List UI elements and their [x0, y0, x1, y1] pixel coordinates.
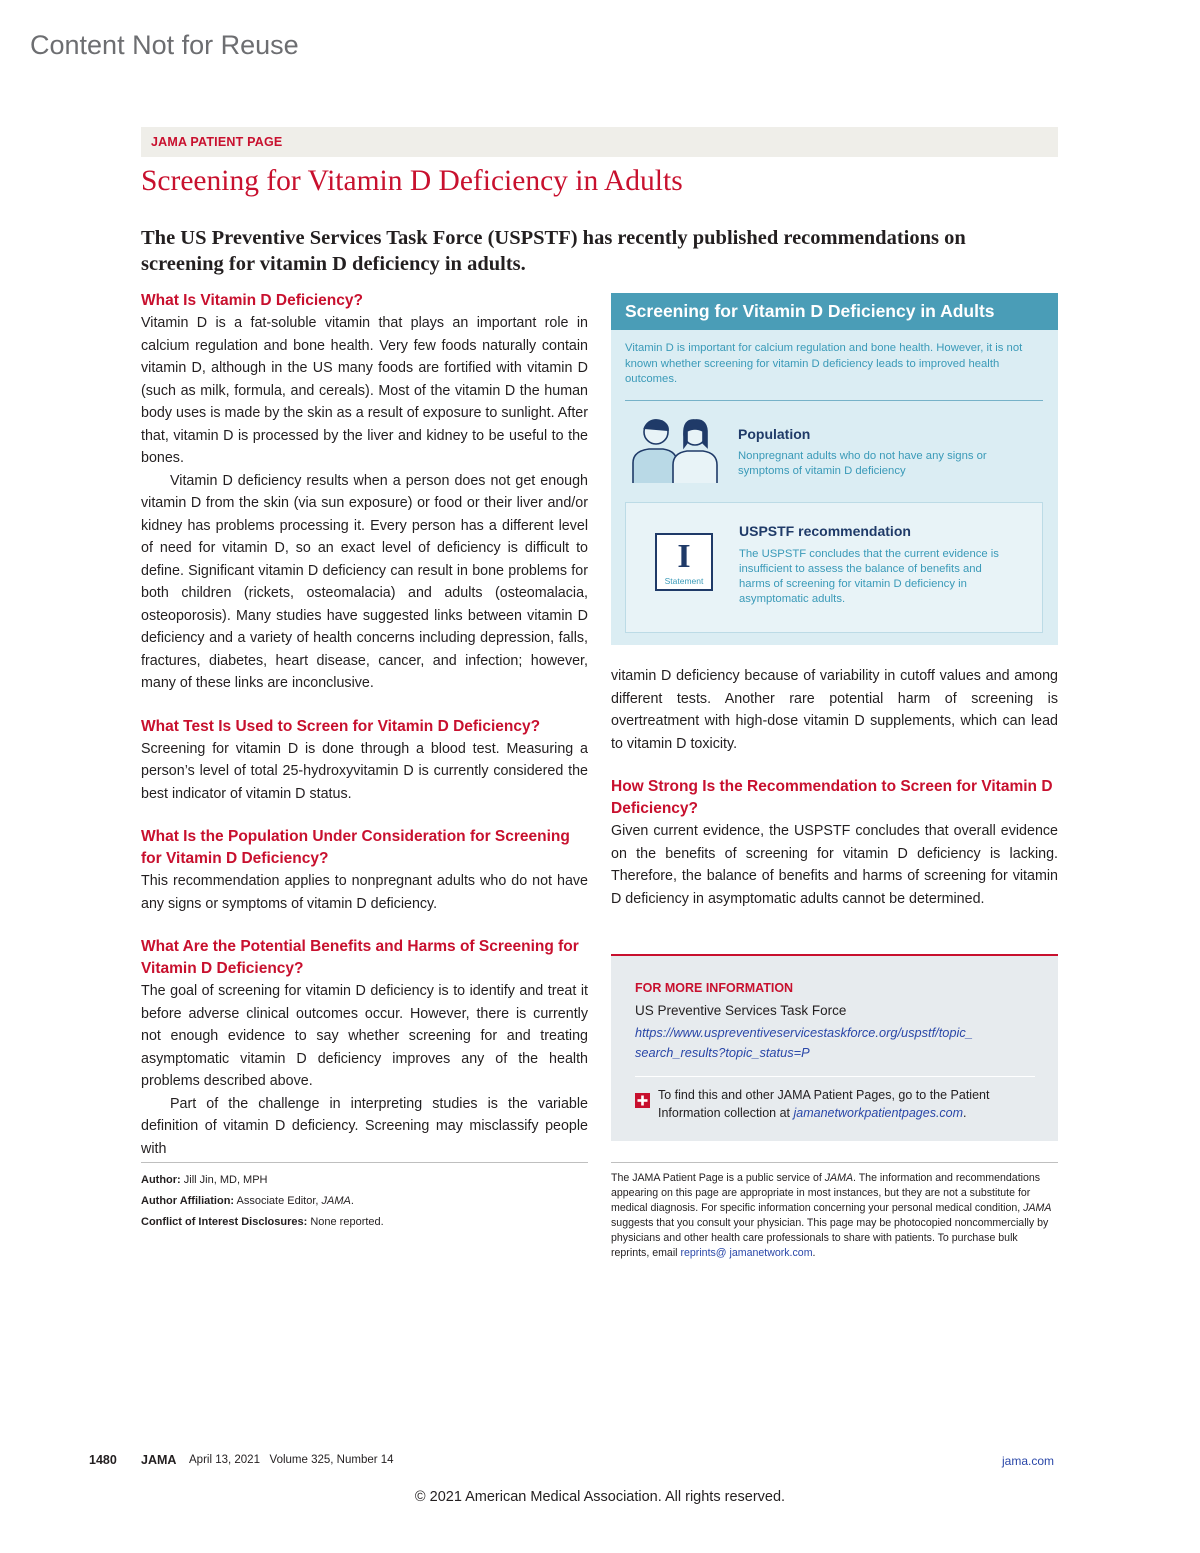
section-kicker: JAMA PATIENT PAGE: [151, 135, 283, 149]
section-what-is: [141, 290, 588, 695]
body-paragraph: Screening for vitamin D is done through a blood test. Measuring a person’s level of total 25-hydroxyvitamin D is currently considered the best indicator of vitamin D status.: [141, 740, 588, 802]
sidebar-title: Screening for Vitamin D Deficiency in Adults: [625, 301, 995, 321]
more-info-kicker: FOR MORE INFORMATION: [635, 981, 794, 995]
grade-label: Statement: [664, 576, 704, 586]
affiliation-text: Associate Editor,: [236, 1195, 322, 1207]
divider: [611, 1162, 1058, 1163]
site-link[interactable]: jama.com: [1002, 1454, 1055, 1468]
coi-label: Conflict of Interest Disclosures:: [141, 1216, 308, 1228]
affiliation-journal: JAMA: [321, 1195, 351, 1207]
page-title: Screening for Vitamin D Deficiency in Adults: [141, 165, 683, 197]
section-heading: How Strong Is the Recommendation to Screen for Vitamin D Deficiency?: [611, 778, 1053, 817]
plus-icon: [635, 1093, 650, 1108]
affiliation-line: [141, 1191, 384, 1212]
uspstf-link[interactable]: [635, 1023, 1015, 1063]
left-column: [141, 290, 588, 1181]
summary-sidebar: [611, 293, 1058, 645]
recommendation-box: [625, 502, 1043, 633]
author-name: Jill Jin, MD, MPH: [183, 1174, 268, 1186]
disclaimer-journal: JAMA: [824, 1172, 854, 1184]
disclaimer-period: .: [812, 1247, 816, 1259]
page-number: 1480: [89, 1453, 117, 1467]
population-body: Nonpregnant adults who do not have any signs or symptoms of vitamin D deficiency: [738, 450, 987, 477]
deck-summary: The US Preventive Services Task Force (USPSTF) has recently published recommendations on screening for vitamin D deficiency in adults.: [141, 227, 966, 275]
disclaimer-text: suggests that you consult your physician. This page may be photocopied noncommercially by physicians and other health care professionals to share with patients. To purchase bulk reprints, email: [611, 1217, 1049, 1259]
population-icon: [629, 413, 721, 485]
body-paragraph: The goal of screening for vitamin D deficiency is to identify and treat it before adverse clinical outcomes occur. However, there is currently not enough evidence to say whether screening for and treating asymptomatic vitamin D deficiency improves any of the health problems described above.: [141, 983, 588, 1089]
more-info-org: US Preventive Services Task Force: [635, 1003, 847, 1018]
affiliation-label: Author Affiliation:: [141, 1195, 235, 1207]
section-heading: What Are the Potential Benefits and Harms of Screening for Vitamin D Deficiency?: [141, 938, 579, 977]
note-period: .: [963, 1105, 967, 1120]
affiliation-period: .: [350, 1195, 354, 1207]
patient-pages-note: [658, 1087, 1018, 1122]
author-label: Author:: [141, 1174, 181, 1186]
section-heading: What Is the Population Under Consideration for Screening for Vitamin D Deficiency?: [141, 828, 570, 867]
coi-text: None reported.: [310, 1216, 384, 1228]
patient-pages-link[interactable]: jamanetworkpatientpages.com: [793, 1105, 964, 1120]
body-paragraph: Part of the challenge in interpreting studies is the variable definition of vitamin D deficiency. Screening may misclassify people with: [141, 1095, 588, 1157]
divider: [141, 1162, 588, 1163]
article-credits: [141, 1170, 384, 1233]
body-paragraph: vitamin D deficiency because of variability in cutoff values and among different tests. Another rare potential harm of screening is overtreatment with high-dose vitamin D supplements, which can lead to vitamin D toxicity.: [611, 668, 1058, 752]
author-line: [141, 1170, 384, 1191]
note-text: To find this and other JAMA Patient Pages, go to the Patient Information collection at: [658, 1088, 990, 1120]
copyright: © 2021 American Medical Association. All rights reserved.: [414, 1489, 786, 1505]
watermark: Content Not for Reuse: [30, 30, 299, 60]
section-test: [141, 716, 588, 806]
section-benefits-harms: [141, 936, 588, 1160]
uspstf-link-line2[interactable]: search_results?topic_status=P: [635, 1045, 810, 1060]
i-statement-icon: [655, 533, 713, 591]
disclaimer-text: The JAMA Patient Page is a public service of: [611, 1172, 825, 1184]
sidebar-header: [611, 293, 1058, 330]
population-title: Population: [738, 426, 811, 442]
disclaimer-text: . The information and recommendations appearing on this page are appropriate in most instances, but they are not a substitute for medical diagnosis. For specific information concerning your personal medical condition,: [611, 1172, 1041, 1214]
disclaimer: [611, 1171, 1058, 1261]
right-column: [611, 665, 1058, 910]
recommendation-body: The USPSTF concludes that the current evidence is insufficient to assess the balance of benefits and harms of screening for vitamin D deficiency in asymptomatic adults.: [739, 548, 999, 605]
sidebar-intro: Vitamin D is important for calcium regulation and bone health. However, it is not known whether screening for vitamin D deficiency leads to improved health outcomes.: [625, 342, 1023, 385]
section-heading: What Is Vitamin D Deficiency?: [141, 292, 363, 309]
disclaimer-journal: JAMA: [1023, 1202, 1052, 1214]
section-population: [141, 826, 588, 915]
body-paragraph: This recommendation applies to nonpregnant adults who do not have any signs or symptoms of vitamin D deficiency.: [141, 873, 588, 912]
grade-letter: I: [677, 538, 691, 575]
section-heading: What Test Is Used to Screen for Vitamin D Deficiency?: [141, 717, 541, 735]
divider: [625, 400, 1043, 401]
body-paragraph: Vitamin D is a fat-soluble vitamin that plays an important role in calcium regulation and bone health. Very few foods naturally contain vitamin D, although in the US many foods are fortified with vitamin D (such as milk, formula, and cereals). Most of the vitamin D the human body uses is made by the skin as a result of exposure to sunlight. After that, vitamin D is processed by the liver and kidney to be useful to the bones.: [141, 315, 588, 466]
uspstf-link-line1[interactable]: https://www.uspreventiveservicestaskforce.org/uspstf/topic_: [635, 1025, 973, 1040]
body-paragraph: Vitamin D deficiency results when a person does not get enough vitamin D from the skin (via sun exposure) or food or their liver and/or kidney has problems processing it. Every person has a different level of need for vitamin D, so an exact level of deficiency is difficult to define. Significant vitamin D deficiency can result in bone problems for both children (rickets, osteomalacia) and adults (osteomalacia, osteoporosis). Many studies have suggested links between vitamin D deficiency and a variety of health concerns including depression, falls, fractures, diabetes, heart disease, cancer, and infection; however, many of these links are inconclusive.: [141, 472, 588, 691]
body-paragraph: Given current evidence, the USPSTF concludes that overall evidence on the benefits of screening for vitamin D deficiency is lacking. Therefore, the balance of benefits and harms of screening for vitamin D deficiency in asymptomatic adults cannot be determined.: [611, 823, 1058, 907]
more-info-box: [611, 954, 1058, 1141]
coi-line: [141, 1212, 384, 1233]
section-recommendation-strength: [611, 776, 1058, 910]
issue-info: April 13, 2021 Volume 325, Number 14: [189, 1454, 394, 1466]
journal-name: JAMA: [141, 1453, 177, 1467]
recommendation-title: USPSTF recommendation: [739, 523, 911, 539]
reprints-email-link[interactable]: reprints@ jamanetwork.com: [680, 1247, 813, 1259]
divider: [635, 1076, 1035, 1077]
